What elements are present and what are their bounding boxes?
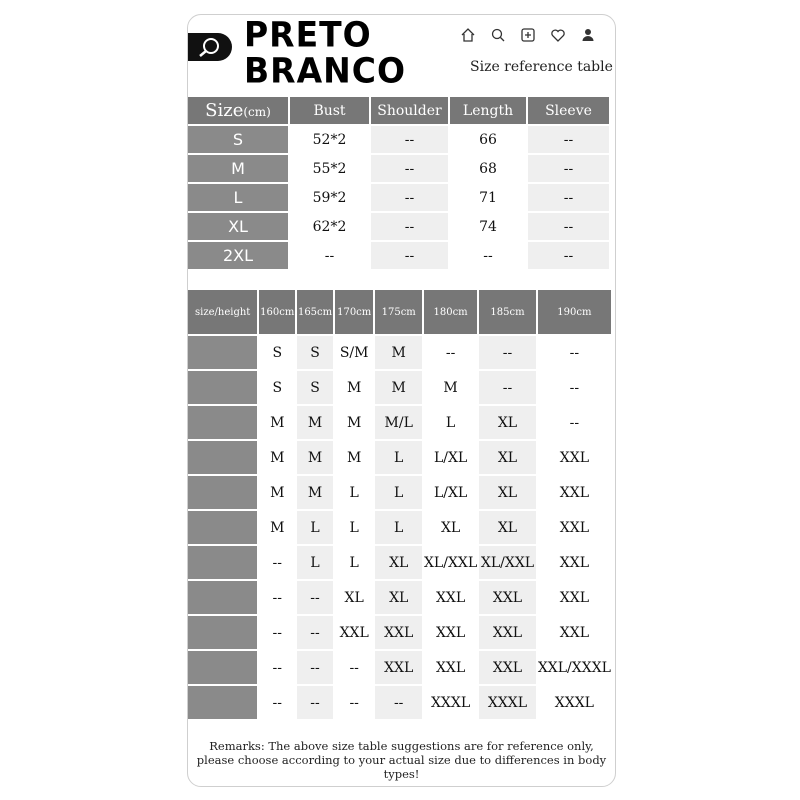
search-icon [198, 36, 222, 58]
table-cell: XXXL [479, 686, 536, 719]
table-cell: L [375, 476, 422, 509]
table-cell: -- [479, 371, 536, 404]
table-cell: -- [259, 616, 295, 649]
table-row [188, 511, 611, 544]
row-label-cell [188, 581, 257, 614]
table-cell: S [259, 371, 295, 404]
user-icon[interactable] [580, 27, 596, 43]
table-cell: M [259, 511, 295, 544]
size-label-cell: L [188, 184, 288, 211]
height-column-header: 160cm [259, 290, 295, 334]
table-cell: S [297, 371, 333, 404]
row-label-cell [188, 476, 257, 509]
size-chart-card [187, 14, 616, 787]
size-column-header: Size(cm) [188, 97, 288, 124]
table-cell: M [259, 476, 295, 509]
search-icon[interactable] [490, 27, 506, 43]
column-header: Bust [290, 97, 369, 124]
table-cell: -- [371, 184, 448, 211]
table-cell: L [424, 406, 477, 439]
table-cell: -- [371, 242, 448, 269]
table-cell: XL/XXL [479, 546, 536, 579]
table-cell: 59*2 [290, 184, 369, 211]
table-cell: L [335, 546, 373, 579]
table-cell: XXL [375, 651, 422, 684]
table-cell: M [375, 371, 422, 404]
table-cell: M [375, 336, 422, 369]
table-cell: -- [335, 686, 373, 719]
table-cell: XXL [424, 581, 477, 614]
table-cell: M [335, 441, 373, 474]
table-row [188, 213, 609, 240]
table-cell: L [375, 441, 422, 474]
table-row [188, 406, 611, 439]
table-cell: XXL [479, 651, 536, 684]
size-height-table [187, 288, 613, 721]
table-cell: S [297, 336, 333, 369]
table-cell: -- [259, 651, 295, 684]
table-cell: -- [538, 336, 611, 369]
search-button[interactable] [188, 33, 232, 61]
table-cell: XXL [538, 441, 611, 474]
height-column-header: 180cm [424, 290, 477, 334]
table-cell: -- [528, 155, 609, 182]
table-cell: M [297, 406, 333, 439]
table-cell: L [335, 476, 373, 509]
table-cell: 52*2 [290, 126, 369, 153]
table-cell: XXL [375, 616, 422, 649]
table-header-row [188, 290, 611, 334]
table-cell: -- [375, 686, 422, 719]
table-cell: XL [479, 511, 536, 544]
table-cell: XXL [335, 616, 373, 649]
heart-icon[interactable] [550, 27, 566, 43]
table-row [188, 546, 611, 579]
table-cell: XXL [538, 581, 611, 614]
height-column-header: 170cm [335, 290, 373, 334]
table-cell: XXL [538, 616, 611, 649]
table-row [188, 441, 611, 474]
table-cell: 62*2 [290, 213, 369, 240]
table-cell: M [335, 406, 373, 439]
table-cell: XL [375, 546, 422, 579]
table-header-row [188, 97, 609, 124]
table-cell: -- [259, 546, 295, 579]
row-label-cell [188, 406, 257, 439]
table-cell: XXL [479, 616, 536, 649]
table-cell: XL [479, 441, 536, 474]
table-cell: -- [424, 336, 477, 369]
table-cell: M [297, 476, 333, 509]
table-cell: -- [528, 184, 609, 211]
table-cell: XL [479, 406, 536, 439]
table-cell: XXL [479, 581, 536, 614]
table-cell: XL/XXL [424, 546, 477, 579]
add-icon[interactable] [520, 27, 536, 43]
table-row [188, 371, 611, 404]
nav-icons [460, 27, 596, 43]
table-row [188, 581, 611, 614]
table-row [188, 184, 609, 211]
remarks-note: Remarks: The above size table suggestions are for reference only, please choose according to your actual size due to differences in body types! [196, 739, 607, 781]
table-cell: -- [528, 126, 609, 153]
table-cell: -- [528, 242, 609, 269]
table-cell: -- [371, 213, 448, 240]
table-cell: L/XL [424, 476, 477, 509]
table-cell: XL [375, 581, 422, 614]
table-cell: XL [335, 581, 373, 614]
table-row [188, 651, 611, 684]
page-subtitle: Size reference table [470, 59, 613, 75]
row-label-cell [188, 441, 257, 474]
table-cell: S/M [335, 336, 373, 369]
table-cell: 55*2 [290, 155, 369, 182]
table-cell: 71 [450, 184, 526, 211]
table-cell: -- [371, 155, 448, 182]
table-cell: -- [538, 371, 611, 404]
table-cell: -- [528, 213, 609, 240]
table-cell: XXL [538, 476, 611, 509]
table-cell: 68 [450, 155, 526, 182]
row-label-cell [188, 511, 257, 544]
height-column-header: 175cm [375, 290, 422, 334]
table-cell: L/XL [424, 441, 477, 474]
table-cell: XL [479, 476, 536, 509]
table-cell: -- [297, 616, 333, 649]
table-cell: -- [450, 242, 526, 269]
table-cell: M/L [375, 406, 422, 439]
column-header: Length [450, 97, 526, 124]
table-cell: -- [259, 581, 295, 614]
table-cell: XXXL [424, 686, 477, 719]
table-cell: -- [259, 686, 295, 719]
table-row [188, 155, 609, 182]
table-cell: M [424, 371, 477, 404]
table-cell: XXL/XXXL [538, 651, 611, 684]
table-cell: -- [538, 406, 611, 439]
table-cell: -- [479, 336, 536, 369]
table-cell: -- [290, 242, 369, 269]
size-label-cell: XL [188, 213, 288, 240]
table-cell: XXL [538, 511, 611, 544]
table-row [188, 686, 611, 719]
table-cell: L [335, 511, 373, 544]
table-cell: M [259, 406, 295, 439]
row-label-cell [188, 686, 257, 719]
table-cell: M [259, 441, 295, 474]
row-label-cell [188, 651, 257, 684]
table-cell: -- [335, 651, 373, 684]
table-cell: -- [297, 651, 333, 684]
column-header: Sleeve [528, 97, 609, 124]
size-label-cell: M [188, 155, 288, 182]
table-cell: L [375, 511, 422, 544]
table-cell: -- [371, 126, 448, 153]
table-cell: L [297, 546, 333, 579]
brand-logo: PRETO BRANCO [244, 14, 406, 91]
size-label-cell: S [188, 126, 288, 153]
home-icon[interactable] [460, 27, 476, 43]
height-column-header: 185cm [479, 290, 536, 334]
table-cell: -- [297, 581, 333, 614]
table-row [188, 476, 611, 509]
row-label-cell [188, 546, 257, 579]
row-label-cell [188, 371, 257, 404]
table-cell: XXL [538, 546, 611, 579]
table-row [188, 336, 611, 369]
corner-header: size/height [188, 290, 257, 334]
table-cell: 66 [450, 126, 526, 153]
height-column-header: 165cm [297, 290, 333, 334]
table-row [188, 242, 609, 269]
table-cell: 74 [450, 213, 526, 240]
table-cell: XXXL [538, 686, 611, 719]
table-cell: XXL [424, 651, 477, 684]
size-measurement-table [187, 95, 611, 271]
table-cell: XL [424, 511, 477, 544]
table-cell: S [259, 336, 295, 369]
table-cell: M [297, 441, 333, 474]
row-label-cell [188, 336, 257, 369]
table-row [188, 616, 611, 649]
table-cell: XXL [424, 616, 477, 649]
table-row [188, 126, 609, 153]
table-cell: -- [297, 686, 333, 719]
height-column-header: 190cm [538, 290, 611, 334]
column-header: Shoulder [371, 97, 448, 124]
size-label-cell: 2XL [188, 242, 288, 269]
row-label-cell [188, 616, 257, 649]
table-cell: L [297, 511, 333, 544]
table-cell: M [335, 371, 373, 404]
